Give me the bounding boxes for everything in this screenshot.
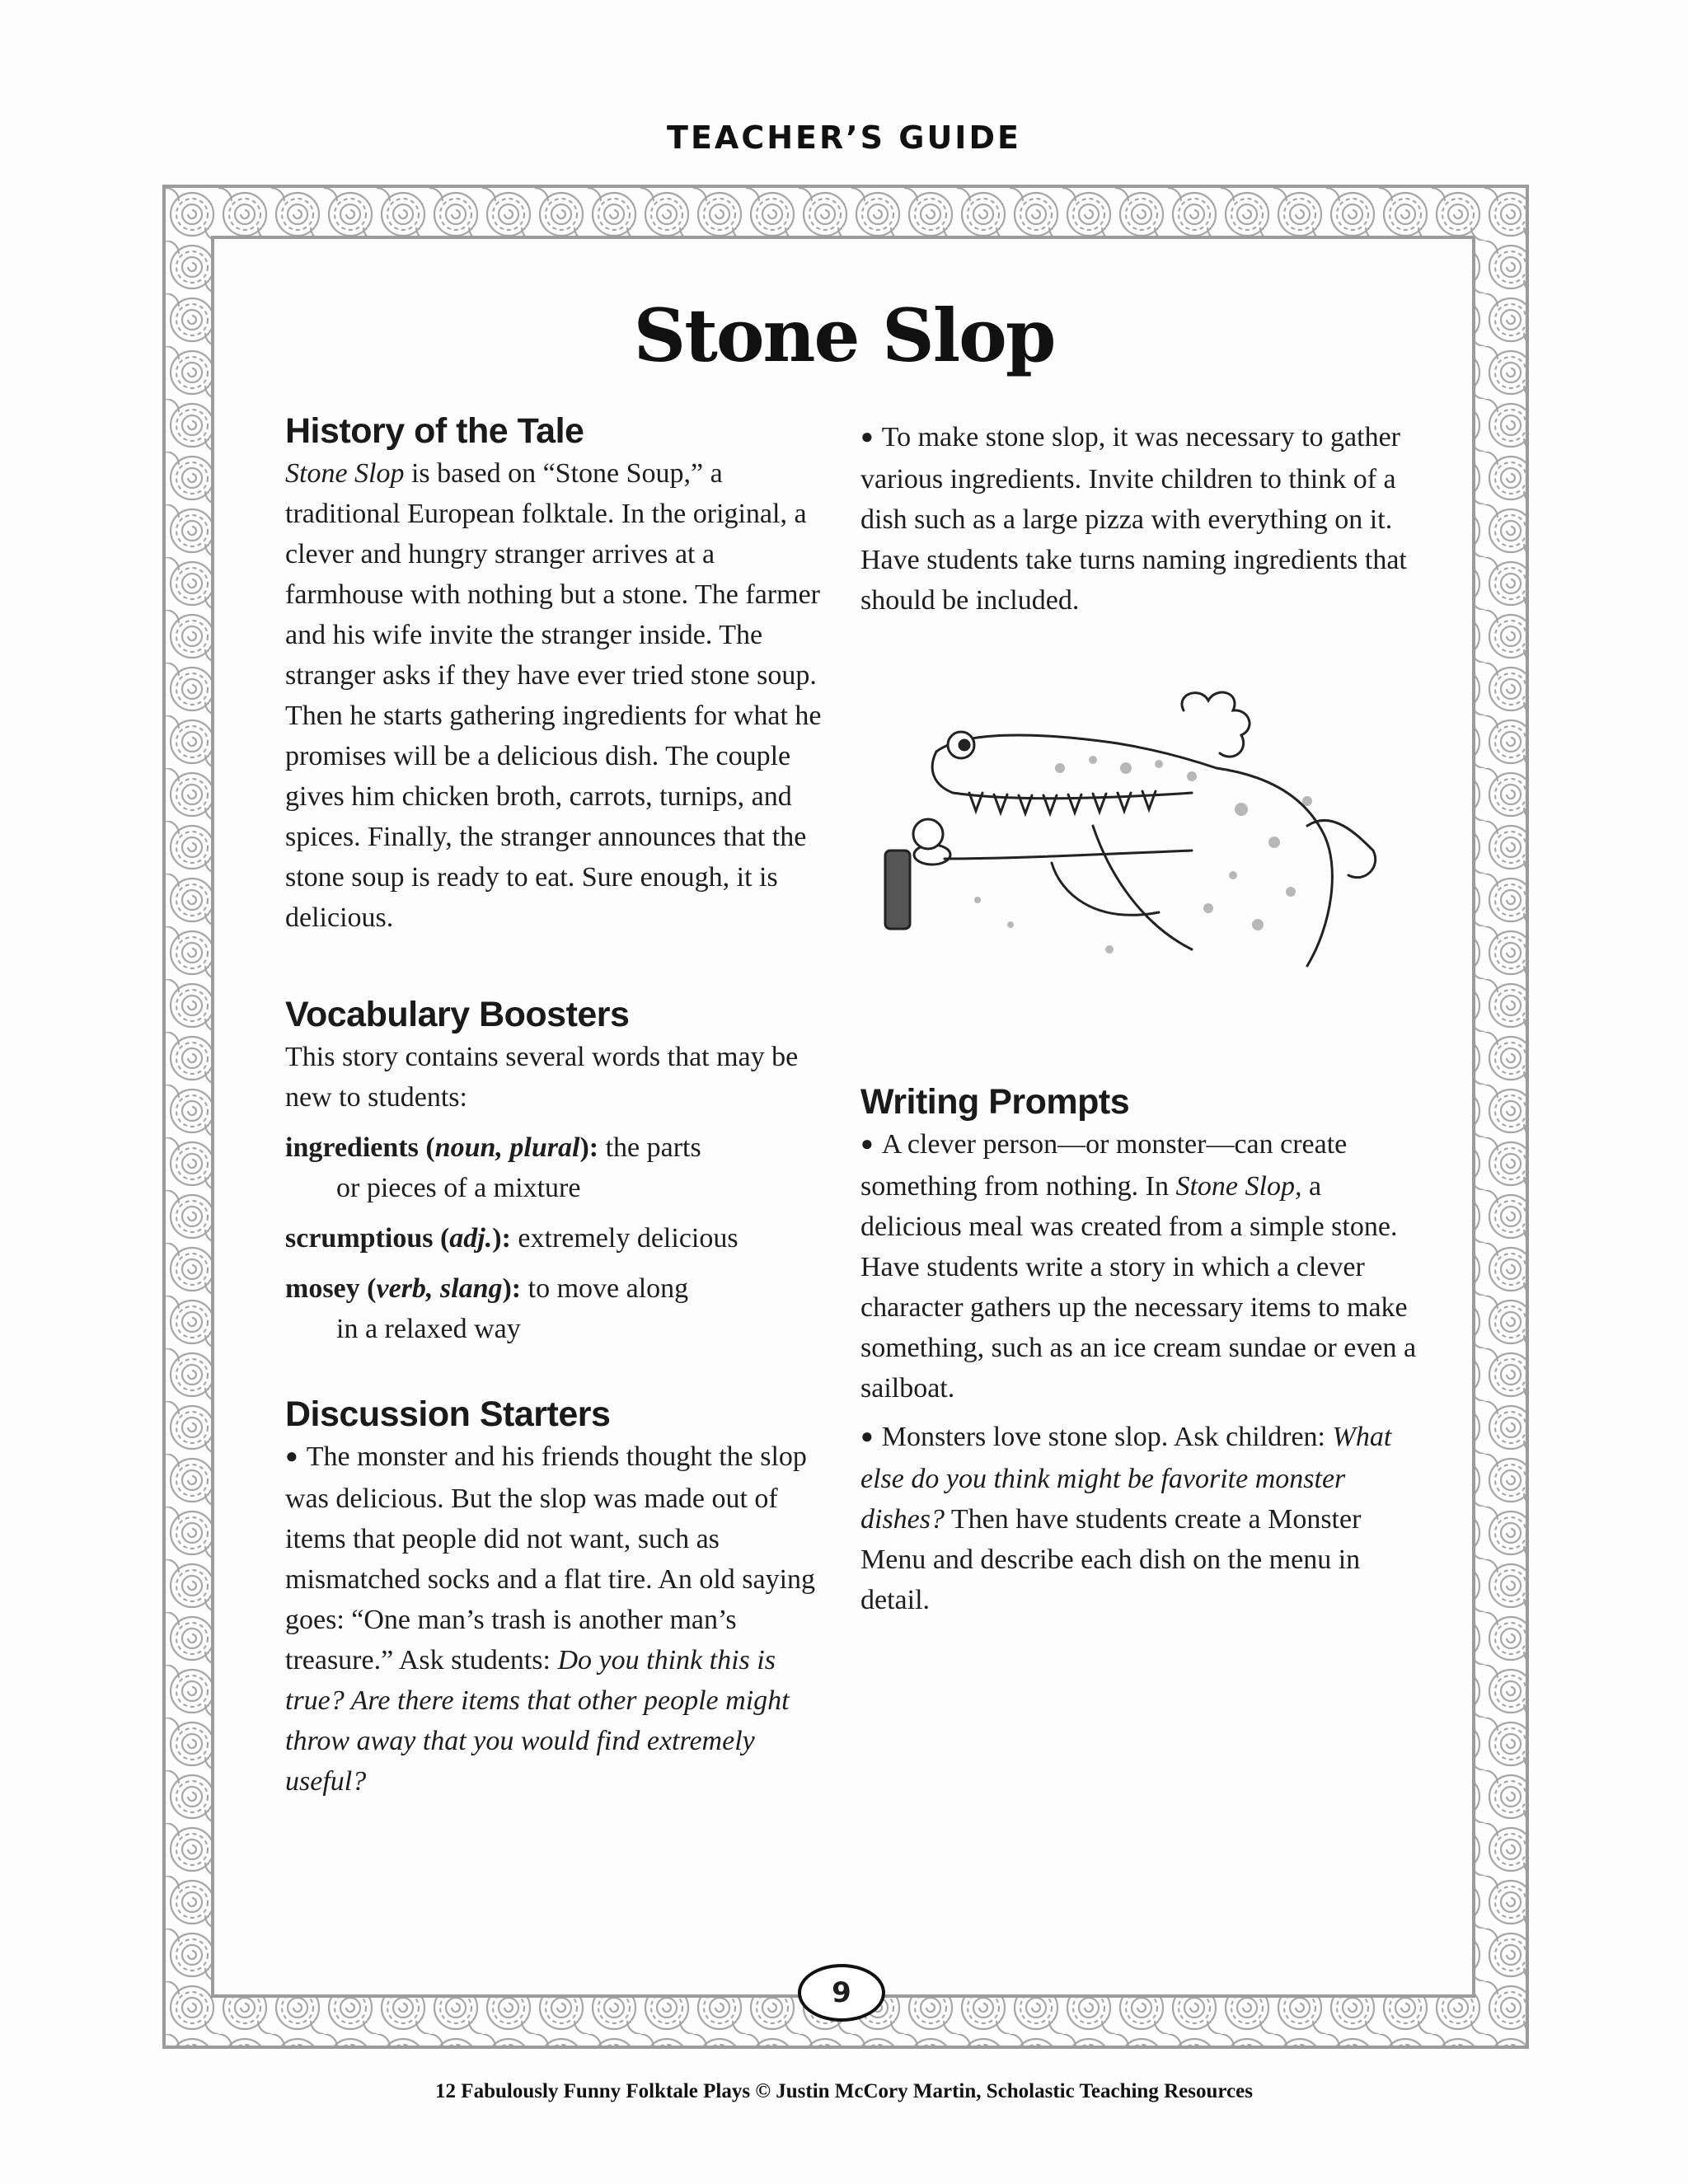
right-column	[860, 417, 1421, 621]
stone-slop-activity-paragraph: ● To make stone slop, it was necessary to gather various ingredients. Invite children to think of a dish such as a large pizza with everything on it. Have students take turns naming ingredients that should be included.	[860, 417, 1421, 621]
page-title: Stone Slop	[633, 293, 1055, 378]
writing-prompt-2: ● Monsters love stone slop. Ask children: What else do you think might be favorite monster dishes? Then have students create a Monster Menu and describe each dish on the menu in detail.	[860, 1417, 1421, 1620]
history-heading: History of the Tale	[285, 411, 584, 451]
monster-illustration	[846, 677, 1406, 999]
discussion-paragraph: ● The monster and his friends thought the slop was delicious. But the slop was made out of items that people did not want, such as mismatched socks and a flat tire. An old saying goes: “One man’s trash is another man’s treasure.” Ask students: Do you think this is true? Are there items that other people might throw away that you would find extremely useful?	[285, 1436, 829, 1802]
teachers-guide-label: TEACHER’S GUIDE	[667, 120, 1021, 156]
vocab-term-ingredients: ingredients (noun, plural): the parts or pieces of a mixture	[285, 1132, 701, 1203]
writing-prompt-1: ● A clever person—or monster—can create something from nothing. In Stone Slop, a delicious meal was created from a simple stone. Have students write a story in which a clever character gathers up the necessary items to make something, such as an ice cream sundae or even a sailboat.	[860, 1124, 1421, 1408]
vocab-term-mosey: mosey (verb, slang): to move along in a relaxed way	[285, 1273, 689, 1344]
copyright-footer: 12 Fabulously Funny Folktale Plays © Justin McCory Martin, Scholastic Teaching Resources	[435, 2080, 1253, 2102]
vocabulary-intro: This story contains several words that may be new to students:	[285, 1042, 799, 1113]
writing-prompts-section	[860, 1080, 1421, 1620]
page-number: 9	[798, 1964, 885, 2022]
writing-prompts-heading: Writing Prompts	[860, 1082, 1130, 1122]
history-paragraph: Stone Slop is based on “Stone Soup,” a traditional European folktale. In the original, a clever and hungry stranger arrives at a farmhouse with nothing but a stone. The farmer and his wife invite the stranger inside. The stranger asks if they have ever tried stone soup. Then he starts gathering ingredients for what he promises will be a delicious dish. The couple gives him chicken broth, carrots, turnips, and spices. Finally, the stranger announces that the stone soup is ready to eat. Sure enough, it is delicious.	[285, 458, 822, 933]
left-column	[285, 409, 829, 1802]
vocabulary-heading: Vocabulary Boosters	[285, 995, 630, 1034]
discussion-heading: Discussion Starters	[285, 1394, 611, 1434]
vocab-term-scrumptious: scrumptious (adj.): extremely delicious	[285, 1223, 738, 1254]
